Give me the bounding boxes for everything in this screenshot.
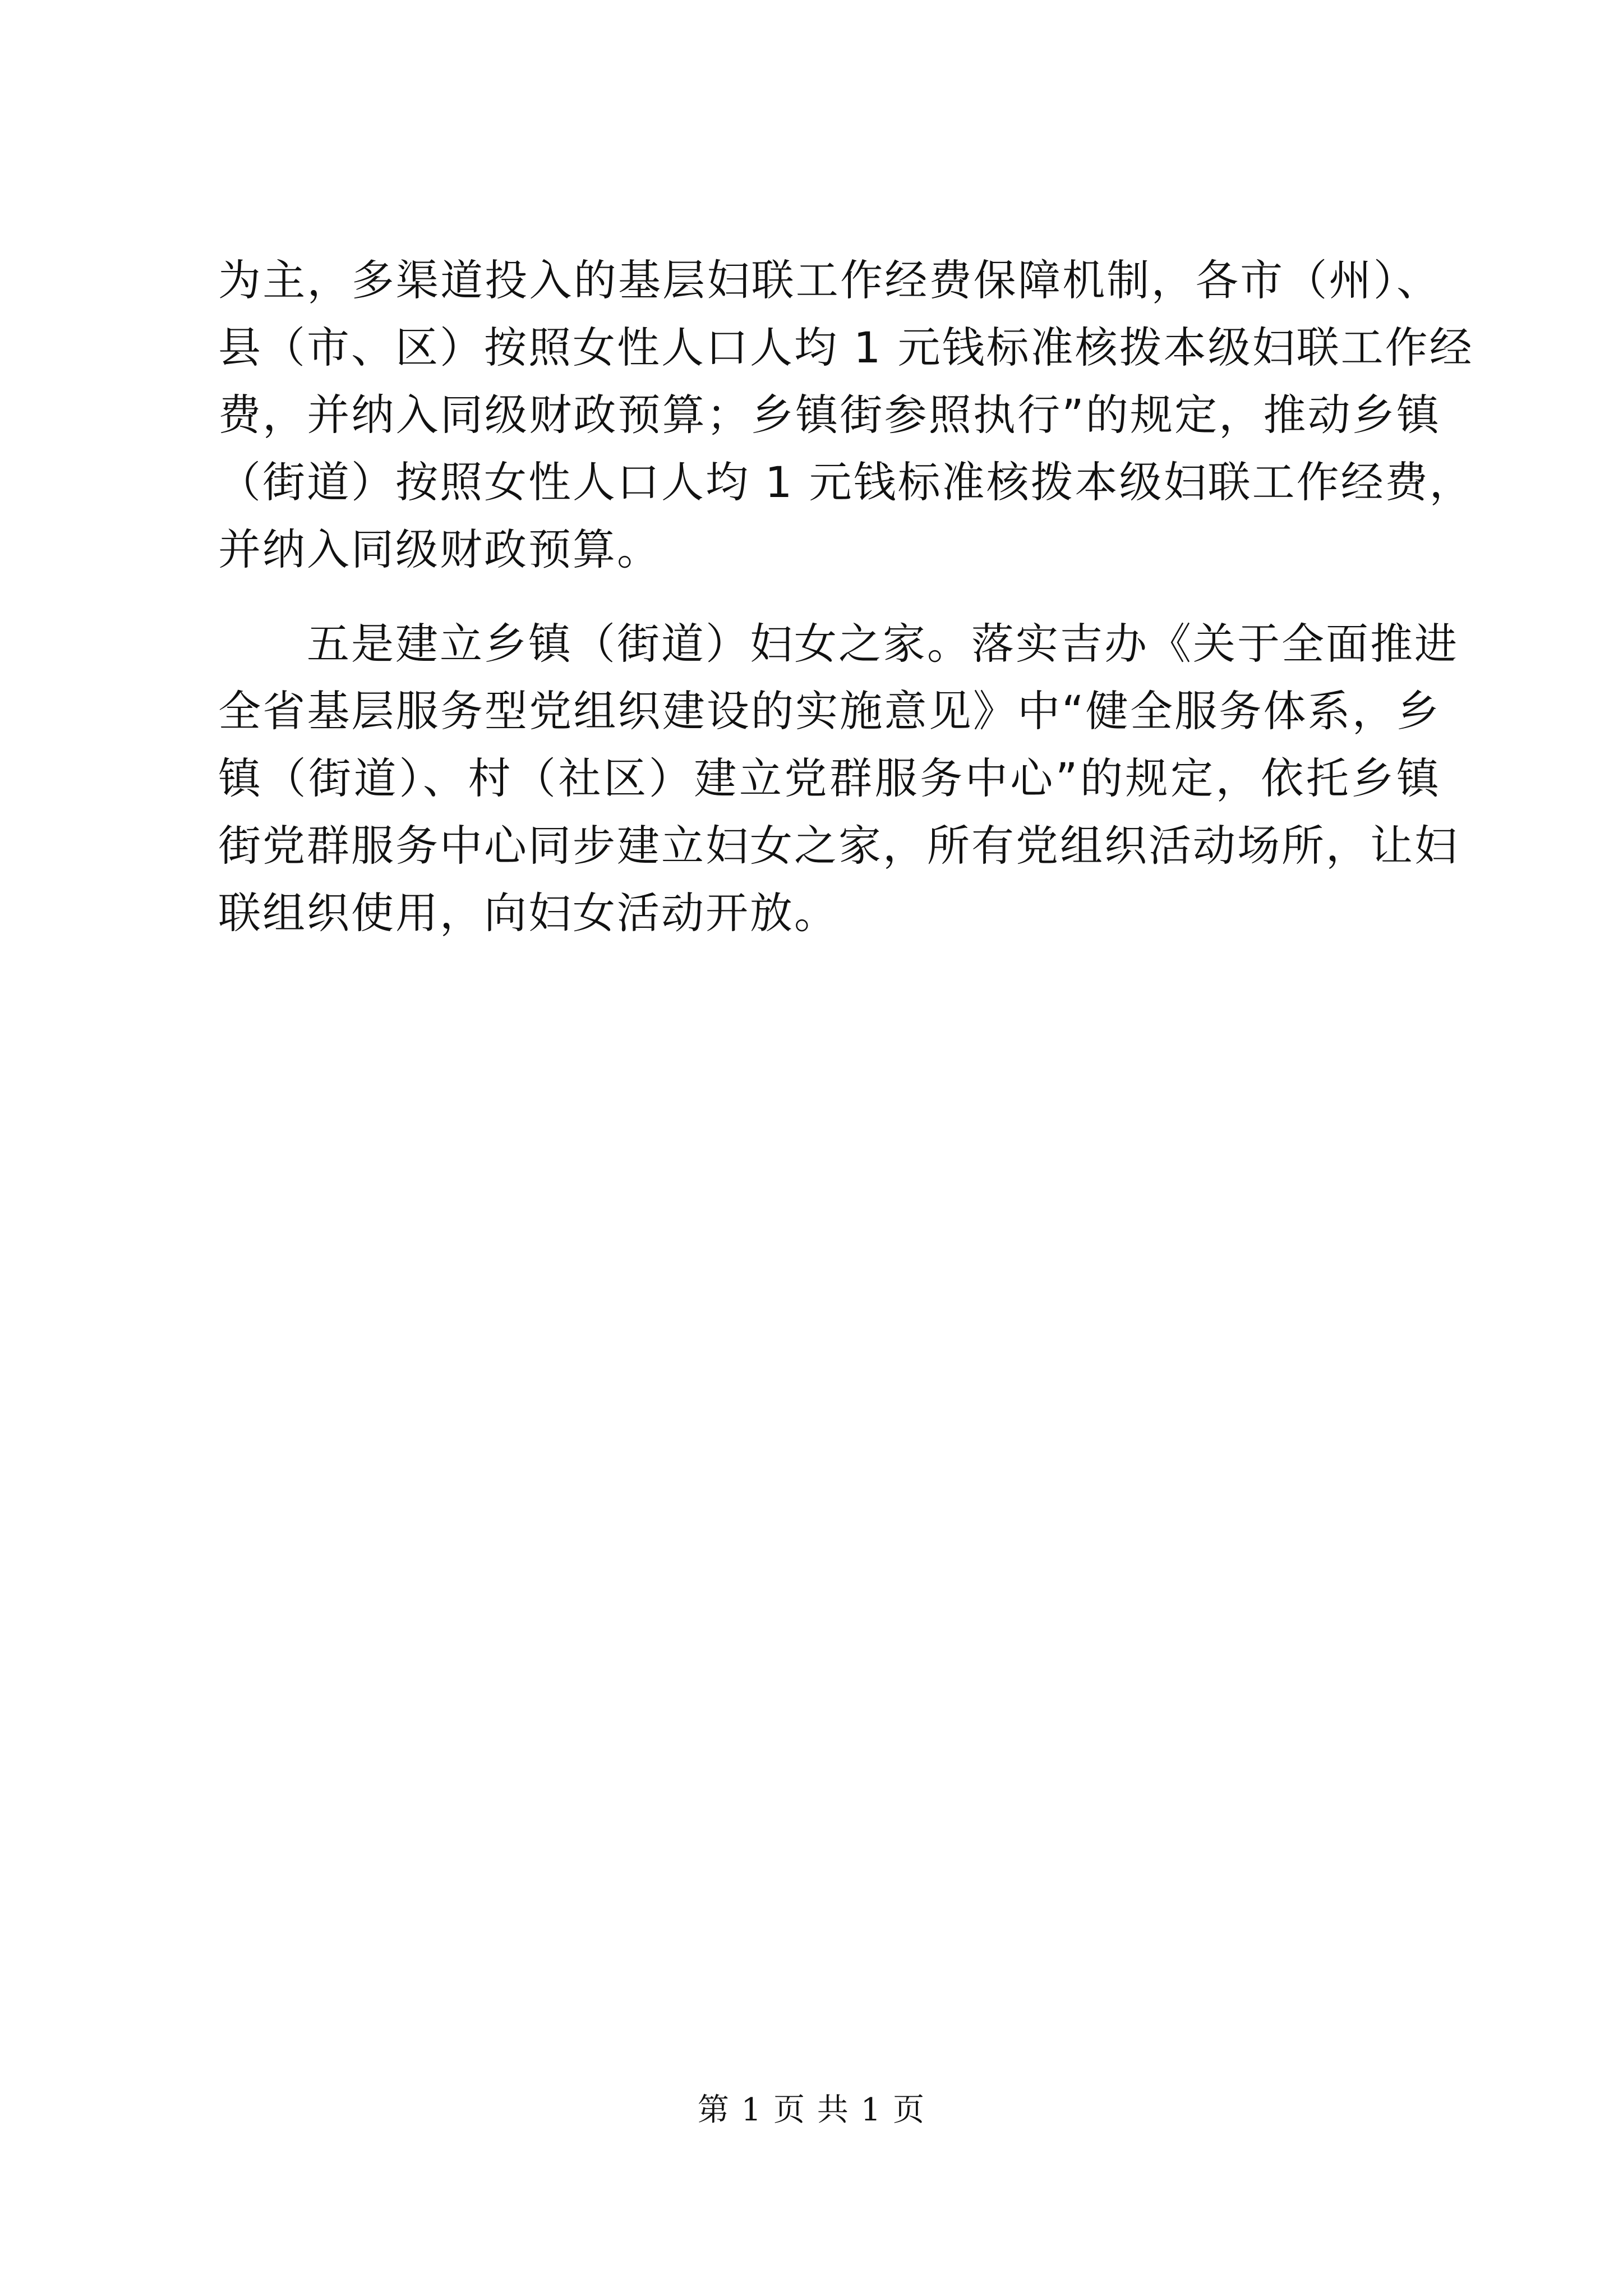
text-line: 全省基层服务型党组织建设的实施意见》中“健全服务体系，乡 [218, 686, 1441, 736]
text-line: 县（市、区）按照女性人口人均 1 元钱标准核拨本级妇联工作经 [218, 323, 1474, 372]
text-line: 联组织使用，向妇女活动开放。 [218, 888, 838, 938]
text-line: 镇（街道）、村（社区）建立党群服务中心”的规定，依托乡镇 [218, 753, 1441, 803]
paragraph-2 [218, 610, 1459, 947]
document-body [218, 247, 1474, 947]
paragraph-1 [218, 247, 1474, 583]
text-line: （街道）按照女性人口人均 1 元钱标准核拨本级妇联工作经费， [218, 457, 1474, 507]
text-line: 街党群服务中心同步建立妇女之家，所有党组织活动场所，让妇 [218, 821, 1459, 871]
page-footer: 第 1 页 共 1 页 [697, 2092, 926, 2128]
paragraph-spacer [218, 583, 1441, 610]
text-line: 五是建立乡镇（街道）妇女之家。落实吉办《关于全面推进 [307, 619, 1459, 669]
text-line: 费，并纳入同级财政预算；乡镇街参照执行”的规定，推动乡镇 [218, 390, 1441, 440]
text-line: 并纳入同级财政预算。 [218, 524, 661, 574]
text-line: 为主，多渠道投入的基层妇联工作经费保障机制，各市（州）、 [218, 255, 1441, 305]
